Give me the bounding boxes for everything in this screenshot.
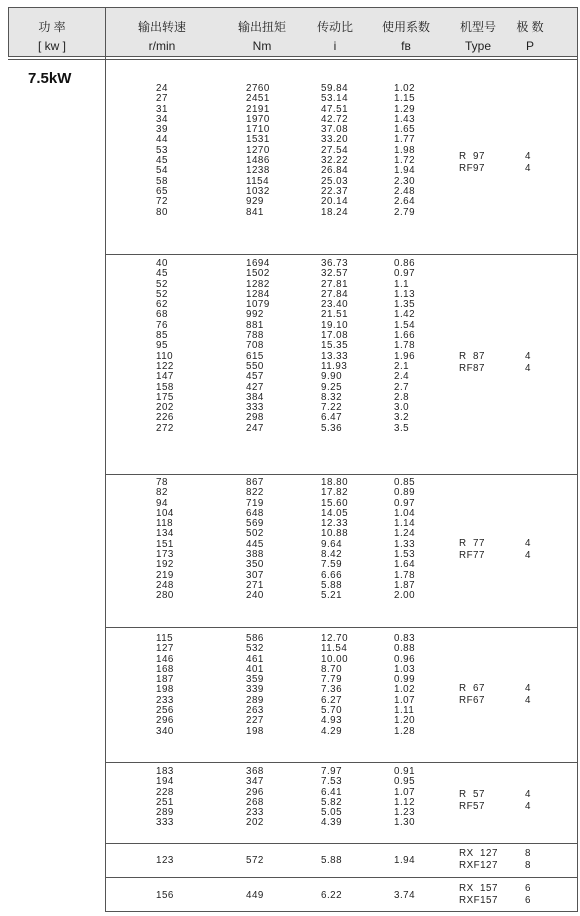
ratio-column: 12.70 11.54 10.00 8.70 7.79 7.36 6.27 5.70 4.93 4.29 [321,633,349,737]
header-power-unit: [ kw ] [37,39,66,53]
group-divider [105,474,578,475]
group-divider [105,762,578,763]
header-model: 机型号 [459,20,496,34]
table-bottom-rule [105,911,578,912]
torque-column: 1694 1502 1282 1284 1079 992 881 788 708 615 550 457 427 384 333 298 247 [246,258,270,434]
service-factor-column: 3.74 [394,890,416,901]
table-right-border [577,7,578,912]
header-poles: 极 数 [516,20,544,34]
speed-column: 123 [156,855,174,866]
header-speed: 输出转速 [137,20,186,34]
service-factor-column: 1.94 [394,855,416,866]
torque-column: 867 822 719 648 569 502 445 388 350 307 271 240 [246,477,264,602]
pole-count: 4 4 [525,683,531,706]
body-top-rule [8,59,578,60]
model-type: RX 127 RXF127 [459,848,498,871]
torque-column: 368 347 296 268 233 202 [246,766,264,829]
header-service-factor-unit: fʙ [401,39,411,53]
torque-column: 449 [246,890,264,901]
group-divider [105,877,578,878]
header-torque-unit: Nm [252,39,272,53]
header-model-unit: Type [464,39,491,53]
pole-count: 4 4 [525,538,531,561]
pole-count: 4 4 [525,151,531,174]
speed-column: 24 27 31 34 39 44 53 45 54 58 65 72 80 [156,83,168,218]
model-type: RX 157 RXF157 [459,883,498,906]
pole-count: 4 4 [525,351,531,374]
pole-count: 8 8 [525,848,531,871]
ratio-column: 7.97 7.53 6.41 5.82 5.05 4.39 [321,766,343,829]
power-value: 7.5kW [28,70,72,87]
speed-column: 156 [156,890,174,901]
speed-column: 115 127 146 168 187 198 233 256 296 340 [156,633,174,737]
service-factor-column: 0.91 0.95 1.07 1.12 1.23 1.30 [394,766,416,829]
model-type: R 57 RF57 [459,789,485,812]
service-factor-column: 0.86 0.97 1.1 1.13 1.35 1.42 1.54 1.66 1.78 1.96 2.1 2.4 2.7 2.8 3.0 3.2 3.5 [394,258,416,434]
speed-column: 183 194 228 251 289 333 [156,766,174,829]
service-factor-column: 1.02 1.15 1.29 1.43 1.65 1.77 1.98 1.72 1.94 2.30 2.48 2.64 2.79 [394,83,416,218]
pole-count: 6 6 [525,883,531,906]
torque-column: 572 [246,855,264,866]
model-type: R 87 RF87 [459,351,485,374]
service-factor-column: 0.83 0.88 0.96 1.03 0.99 1.02 1.07 1.11 1.20 1.28 [394,633,416,737]
service-factor-column: 0.85 0.89 0.97 1.04 1.14 1.24 1.33 1.53 1.64 1.78 1.87 2.00 [394,477,416,602]
ratio-column: 59.84 53.14 47.51 42.72 37.08 33.20 27.54 32.22 26.84 25.03 22.37 20.14 18.24 [321,83,349,218]
ratio-column: 6.22 [321,890,343,901]
ratio-column: 36.73 32.57 27.81 27.84 23.40 21.51 19.10 17.08 15.35 13.33 11.93 9.90 9.25 8.32 7.22 6.47 5.36 [321,258,349,434]
header-poles-unit: P [525,39,534,53]
torque-column: 2760 2451 2191 1970 1710 1531 1270 1486 1238 1154 1032 929 841 [246,83,270,218]
group-divider [105,627,578,628]
header-ratio-unit: i [333,39,337,53]
column-divider [105,7,106,912]
header-speed-unit: r/min [148,39,176,53]
ratio-column: 5.88 [321,855,343,866]
pole-count: 4 4 [525,789,531,812]
model-type: R 67 RF67 [459,683,485,706]
model-type: R 77 RF77 [459,538,485,561]
ratio-column: 18.80 17.82 15.60 14.05 12.33 10.88 9.64 8.42 7.59 6.66 5.88 5.21 [321,477,349,602]
header-power: 功 率 [38,20,66,34]
header-ratio: 传动比 [316,20,353,34]
speed-column: 40 45 52 52 62 68 76 85 95 110 122 147 158 175 202 226 272 [156,258,174,434]
group-divider [105,254,578,255]
group-divider [105,843,578,844]
model-type: R 97 RF97 [459,151,485,174]
header-torque: 输出扭矩 [237,20,286,34]
speed-column: 78 82 94 104 118 134 151 173 192 219 248 280 [156,477,174,602]
torque-column: 586 532 461 401 359 339 289 263 227 198 [246,633,264,737]
header-service-factor: 使用系数 [381,20,430,34]
